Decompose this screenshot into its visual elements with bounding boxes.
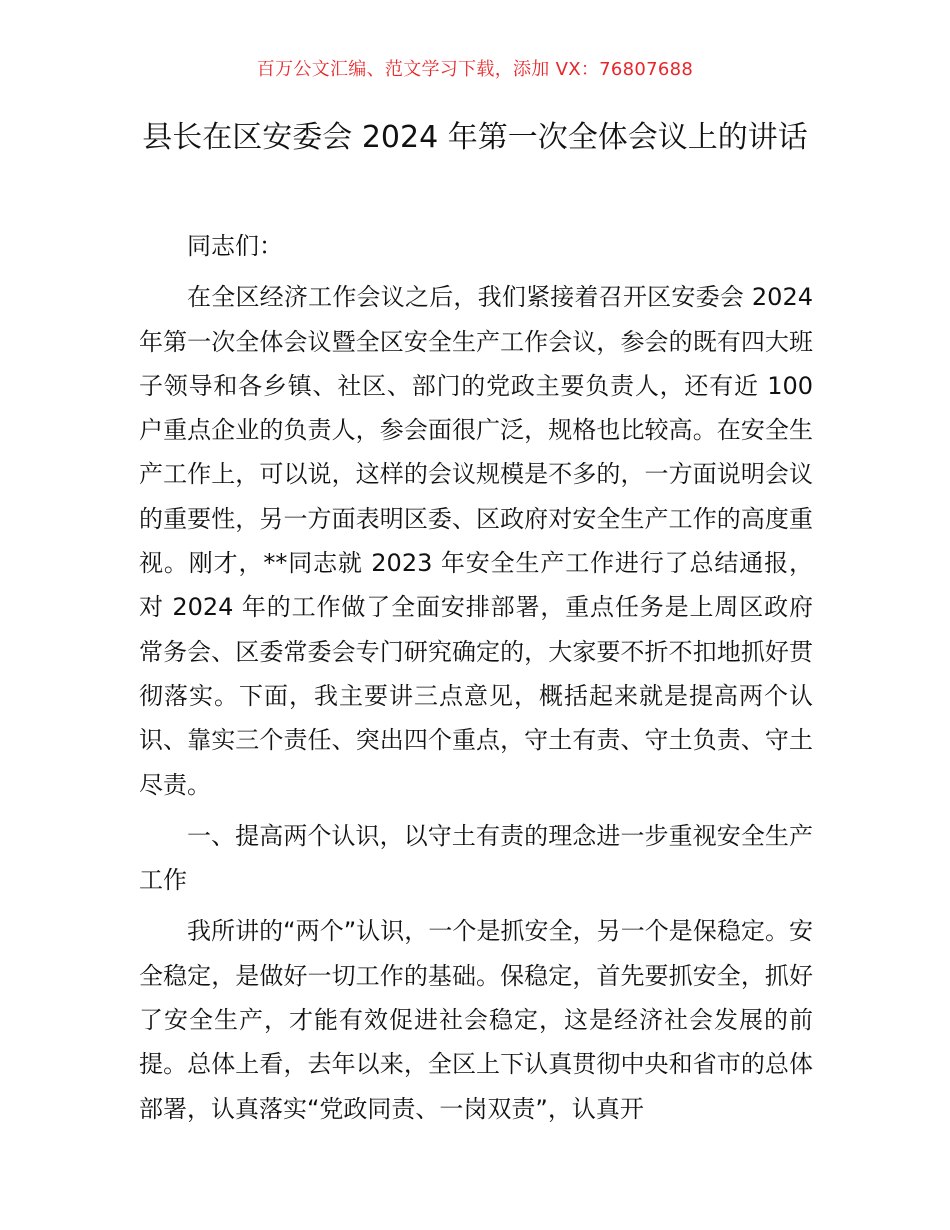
document-title: 县长在区安委会 2024 年第一次全体会议上的讲话 bbox=[142, 120, 808, 155]
paragraph-section-1: 我所讲的“两个”认识，一个是抓安全，另一个是保稳定。安全稳定，是做好一切工作的基础。保稳定，首先要抓安全，抓好了安全生产，才能有效促进社会稳定，这是经济社会发展的前提。总体上看，去年以来，全区上下认真贯彻中央和省市的总体部署，认真落实“党政同责、一岗双责”，认真开 bbox=[139, 917, 813, 1123]
header-banner: 百万公文汇编、范文学习下载，添加 VX：76807688 bbox=[256, 59, 694, 80]
paragraph-intro: 在全区经济工作会议之后，我们紧接着召开区安委会 2024 年第一次全体会议暨全区安全生产工作会议，参会的既有四大班子领导和各乡镇、社区、部门的党政主要负责人，还有近 100 户重点企业的负责人，参会面很广泛，规格也比较高。在安全生产工作上，可以说，这样的会议规模是不多的，一方面说明会议的重要性，另一方面表明区委、区政府对安全生产工作的高度重视。刚才，**同志就 2023 年安全生产工作进行了总结通报，对 2024 年的工作做了全面安排部署，重点任务是上周区政府常务会、区委常委会专门研究确定的，大家要不折不扣地抓好贯彻落实。下面，我主要讲三点意见，概括起来就是提高两个认识、靠实三个责任、突出四个重点，守土有责、守土负责、守土尽责。 bbox=[139, 283, 813, 799]
salutation: 同志们： bbox=[187, 232, 283, 260]
section-heading-1: 一、提高两个认识，以守土有责的理念进一步重视安全生产工作 bbox=[139, 821, 813, 895]
document-body bbox=[139, 224, 813, 1131]
